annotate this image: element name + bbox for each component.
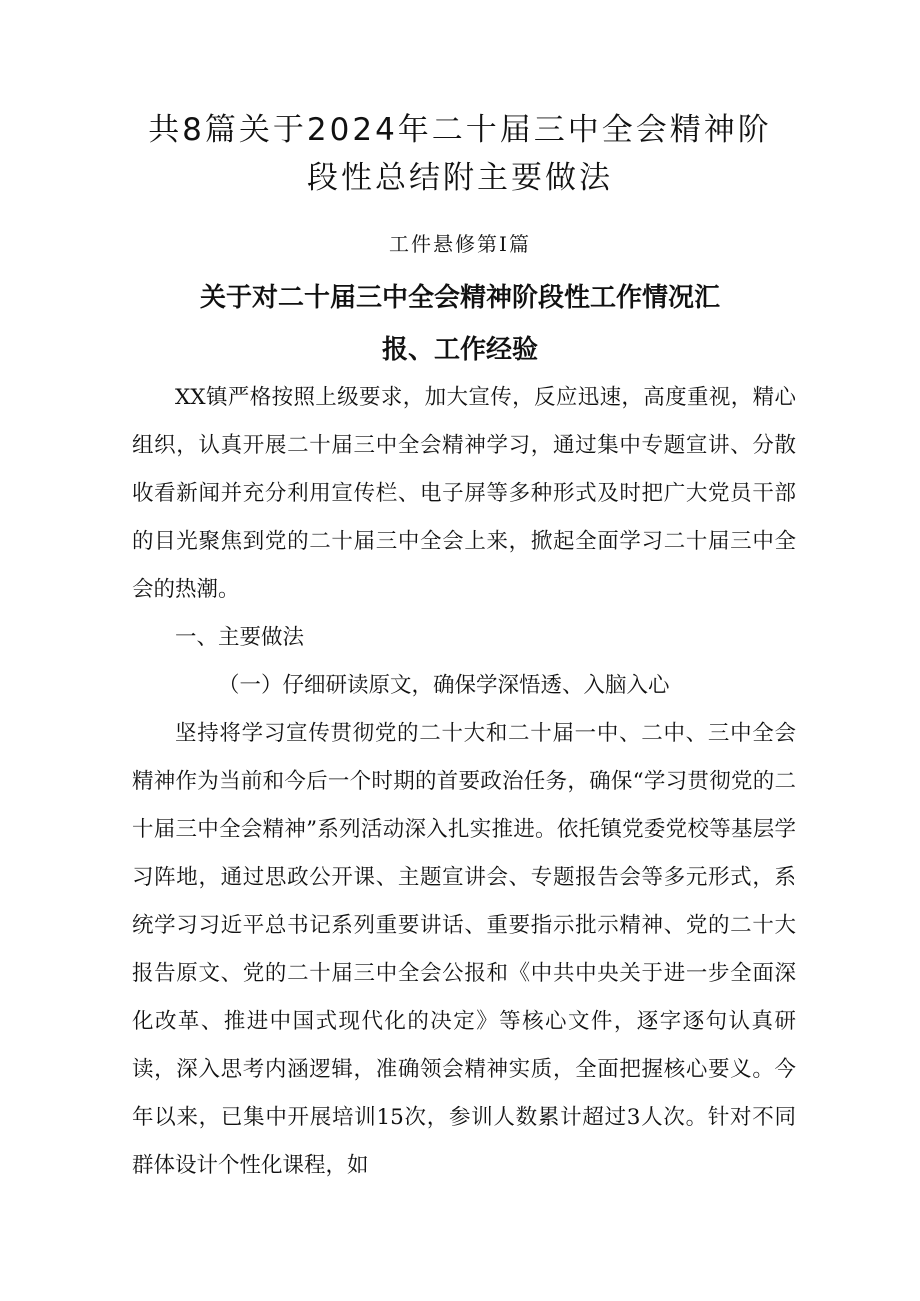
article-title-line-2: 报、工作经验 [381, 335, 538, 365]
article-title [120, 272, 800, 376]
document-title [120, 106, 800, 202]
paragraph-study-details: 坚持将学习宣传贯彻党的二十大和二十届一中、二中、三中全会精神作为当前和今后一个时期的首要政治任务，确保“学习贯彻党的二十届三中全会精神”系列活动深入扎实推进。依托镇党委党校等基层学习阵地，通过思政公开课、主题宣讲会、专题报告会等多元形式，系统学习习近平总书记系列重要讲话、重要指示批示精神、党的二十大报告原文、党的二十届三中全会公报和《中共中央关于进一步全面深化改革、推进中国式现代化的决定》等核心文件，逐字逐句认真研读，深入思考内涵逻辑，准确领会精神实质，全面把握核心要义。今年以来，已集中开展培训15次，参训人数累计超过3人次。针对不同群体设计个性化课程，如 [132, 721, 796, 1178]
section-heading-main-practices: 一、主要做法 [175, 625, 305, 650]
section-label: 工件悬修第Ⅰ篇 [389, 232, 531, 256]
paragraph-intro: XX镇严格按照上级要求，加大宣传，反应迅速，高度重视，精心组织，认真开展二十届三中全会精神学习，通过集中专题宣讲、分散收看新闻并充分利用宣传栏、电子屏等多种形式及时把广大党员干部的目光聚焦到党的二十届三中全会上来，掀起全面学习二十届三中全会的热潮。 [132, 385, 796, 602]
document-title-line-2: 段性总结附主要做法 [307, 160, 613, 196]
document-title-line-1: 共8篇关于2024年二十届三中全会精神阶 [148, 112, 772, 148]
article-title-line-1: 关于对二十届三中全会精神阶段性工作情况汇 [199, 283, 720, 313]
subsection-heading-study-original-text: （一）仔细研读原文，确保学深悟透、入脑入心 [218, 673, 670, 698]
